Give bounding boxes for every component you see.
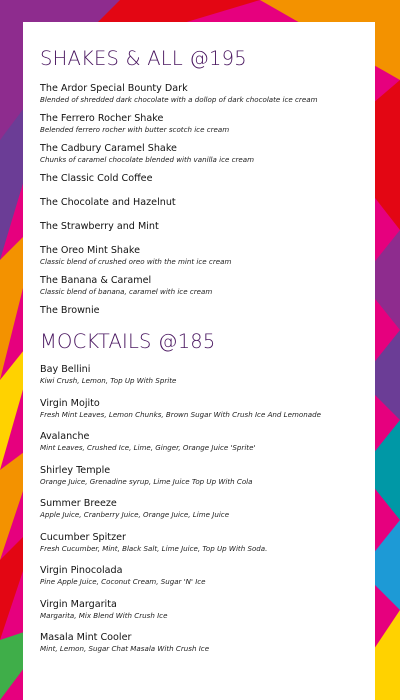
shakes-section: [40, 47, 375, 317]
menu-item-name: Cucumber Spitzer: [40, 531, 126, 543]
menu-item: [40, 398, 375, 420]
menu-item-name: The Ferrero Rocher Shake: [40, 113, 164, 124]
menu-item-description: Classic blend of banana, caramel with ice cream: [40, 287, 213, 296]
menu-item-name: Summer Breeze: [40, 498, 117, 509]
mocktails-section: [40, 330, 375, 654]
menu-item: [40, 275, 375, 297]
menu-item-description: Classic blend of crushed oreo with the mint ice cream: [40, 257, 232, 266]
menu-item: [40, 532, 375, 554]
menu-item-name: The Ardor Special Bounty Dark: [40, 83, 188, 94]
menu-item: [40, 599, 375, 621]
menu-item-name: Masala Mint Cooler: [40, 632, 132, 643]
menu-item-description: Pine Apple Juice, Coconut Cream, Sugar 'N' Ice: [40, 577, 206, 586]
menu-item-description: Chunks of caramel chocolate blended with vanilla ice cream: [40, 155, 255, 164]
menu-item-name: Avalanche: [40, 431, 90, 442]
menu-item-name: The Strawberry and Mint: [40, 221, 159, 232]
menu-item-name: The Chocolate and Hazelnut: [40, 197, 176, 208]
menu-item: [40, 143, 375, 165]
menu-item-name: Virgin Pinocolada: [40, 565, 123, 576]
menu-item-description: Mint, Lemon, Sugar Chat Masala With Crush Ice: [40, 644, 210, 653]
menu-item-description: Mint Leaves, Crushed Ice, Lime, Ginger, Orange Juice 'Sprite': [40, 443, 256, 452]
menu-item-description: Orange Juice, Grenadine syrup, Lime Juice Top Up With Cola: [40, 476, 253, 486]
menu-item-description: Apple Juice, Cranberry Juice, Orange Juice, Lime Juice: [40, 510, 230, 519]
menu-item-name: Virgin Margarita: [40, 598, 117, 610]
shakes-heading: SHAKES & ALL @195: [40, 47, 247, 70]
menu-item-name: Virgin Mojito: [40, 397, 100, 409]
menu-item: [40, 632, 375, 654]
menu-item-description: Kiwi Crush, Lemon, Top Up With Sprite: [40, 376, 177, 385]
menu-item: [40, 221, 375, 233]
menu-item-description: Fresh Cucumber, Mint, Black Salt, Lime Juice, Top Up With Soda.: [40, 543, 268, 553]
menu-item: [40, 431, 375, 453]
menu-item-name: The Classic Cold Coffee: [40, 173, 153, 184]
menu-item: [40, 465, 375, 487]
menu-item: [40, 173, 375, 185]
menu-item-name: Bay Bellini: [40, 364, 91, 375]
menu-item: [40, 498, 375, 520]
menu-item: [40, 83, 375, 105]
mocktails-list: [40, 364, 375, 654]
menu-item-name: The Cadbury Caramel Shake: [40, 143, 177, 154]
menu-item: [40, 364, 375, 386]
menu-item-name: The Oreo Mint Shake: [40, 245, 140, 256]
mocktails-heading: MOCKTAILS @185: [40, 330, 216, 353]
menu-item-description: Fresh Mint Leaves, Lemon Chunks, Brown Sugar With Crush Ice And Lemonade: [40, 409, 321, 419]
menu-item: [40, 113, 375, 135]
menu-item: [40, 245, 375, 267]
shakes-list: [40, 83, 375, 317]
menu-item-name: Shirley Temple: [40, 464, 111, 476]
menu-item-description: Blended of shredded dark chocolate with a dollop of dark chocolate ice cream: [40, 95, 318, 104]
menu-card: [23, 22, 375, 700]
menu-item-description: Margarita, Mix Blend With Crush Ice: [40, 610, 168, 620]
menu-item: [40, 305, 375, 317]
menu-item: [40, 197, 375, 209]
menu-item-name: The Brownie: [40, 305, 100, 316]
menu-item-name: The Banana & Caramel: [40, 275, 152, 286]
menu-item: [40, 565, 375, 587]
menu-item-description: Belended ferrero rocher with butter scotch ice cream: [40, 125, 230, 134]
